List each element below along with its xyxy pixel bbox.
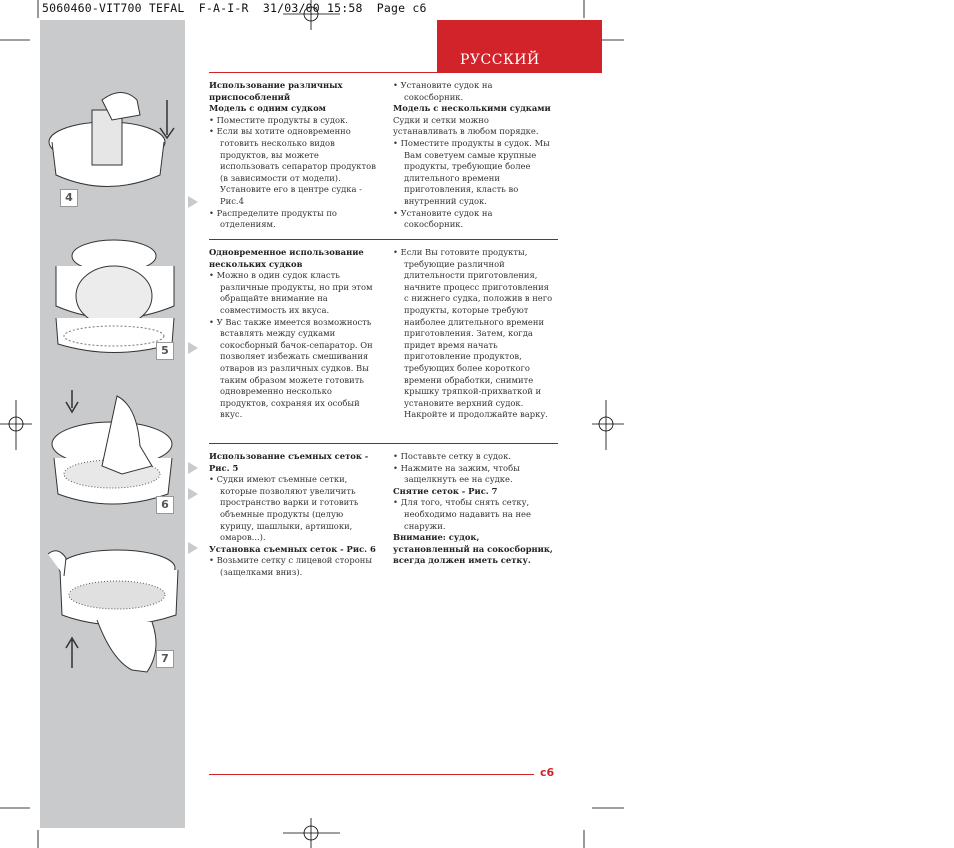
paragraph-heading: Внимание: судок, установленный на сокосборник, всегда должен иметь сетку. bbox=[393, 532, 553, 566]
section2-right bbox=[393, 247, 555, 421]
paragraph-heading: приспособлений bbox=[209, 91, 291, 102]
bullet-item: • У Вас также имеется возможность вставлять между судками сокосборный бачок-сепаратор. Он позволяет избежать смешивания отваров из различных судков. Вы таким образом можете готовить одновременно несколько продуктов, сохраняя их особый вкус. bbox=[209, 316, 373, 420]
section-divider-2 bbox=[209, 443, 558, 444]
paragraph-heading: Одновременное использование bbox=[209, 247, 364, 257]
bullet-item: • Возьмите сетку с лицевой стороны (защелками вниз). bbox=[209, 555, 372, 577]
bullet-item: • Установите судок на сокосборник. bbox=[393, 80, 493, 102]
language-label: РУССКИЙ bbox=[460, 52, 540, 68]
bullet-item: • Если Вы готовите продукты, требующие различной длительности приготовления, начните процесс приготовления с нижнего судка, положив в него продукты, которые требуют наиболее длительного времени приготовления. Затем, когда придет время начать приготовление продуктов, требующих более короткого времени обработки, снимите крышку тряпкой-прихваткой и установите верхний судок. Накройте и продолжайте варку. bbox=[393, 247, 553, 420]
bullet-item: • Для того, чтобы снять сетку, необходимо надавить на нее снаружи. bbox=[393, 497, 531, 531]
section3-left bbox=[209, 451, 377, 579]
section1-left bbox=[209, 80, 377, 231]
paragraph-heading: Модель с одним судком bbox=[209, 103, 326, 114]
pointer-arrow-4 bbox=[188, 196, 198, 208]
bullet-item: • Поставьте сетку в судок. bbox=[393, 451, 511, 461]
paragraph: Судки и сетки можно устанавливать в любом порядке. bbox=[393, 114, 539, 137]
section3-right bbox=[393, 451, 555, 567]
paragraph-heading: нескольких судков bbox=[209, 258, 303, 269]
paragraph-heading: Рис. 5 bbox=[209, 462, 239, 473]
figure-number-4: 4 bbox=[60, 189, 78, 207]
bullet-item: • Распределите продукты по отделениям. bbox=[209, 207, 337, 230]
bullet-item: • Нажмите на зажим, чтобы защелкнуть ее на судке. bbox=[393, 462, 520, 485]
pointer-arrow-6a bbox=[188, 462, 198, 474]
figure-4-illustration bbox=[42, 80, 182, 200]
section1-right bbox=[393, 80, 553, 231]
pointer-arrow-6b bbox=[188, 488, 198, 500]
bullet-item: • Поместите продукты в судок. bbox=[209, 114, 348, 125]
figure-number-7: 7 bbox=[156, 650, 174, 668]
paragraph-heading: Использование различных bbox=[209, 80, 343, 90]
section-divider-1 bbox=[209, 239, 558, 240]
bullet-item: • Если вы хотите одновременно готовить несколько видов продуктов, вы можете использовать сепаратор продуктов (в зависимости от модели). Установите его в центре судка - Рис.4 bbox=[209, 126, 376, 206]
print-header: 5060460-VIT700 TEFAL F-A-I-R 31/03/00 15:58 Page c6 bbox=[42, 1, 427, 15]
page-number: c6 bbox=[540, 766, 555, 779]
pointer-arrow-5 bbox=[188, 342, 198, 354]
top-rule bbox=[209, 72, 602, 73]
paragraph-heading: Модель с несколькими судками bbox=[393, 103, 551, 114]
figure-number-6: 6 bbox=[156, 496, 174, 514]
bullet-item: • Поместите продукты в судок. Мы Вам советуем самые крупные продукты, требующие более длительного времени приготовления, класть во внутренний судок. bbox=[393, 137, 550, 206]
figure-number-5: 5 bbox=[156, 342, 174, 360]
paragraph-heading: Установка съемных сеток - Рис. 6 bbox=[209, 543, 376, 554]
section2-left bbox=[209, 247, 377, 421]
bullet-item: • Судки имеют съемные сетки, которые позволяют увеличить пространство варки и готовить объемные продукты (целую курицу, шашлыки, артишоки, омаров...). bbox=[209, 474, 359, 543]
footer-rule bbox=[209, 774, 534, 775]
pointer-arrow-7 bbox=[188, 542, 198, 554]
paragraph-heading: Снятие сеток - Рис. 7 bbox=[393, 485, 498, 496]
bullet-item: • Можно в один судок класть различные продукты, но при этом обращайте внимание на совместимость их вкуса. bbox=[209, 270, 373, 315]
paragraph-heading: Использование съемных сеток - bbox=[209, 451, 369, 461]
bullet-item: • Установите судок на сокосборник. bbox=[393, 207, 493, 230]
